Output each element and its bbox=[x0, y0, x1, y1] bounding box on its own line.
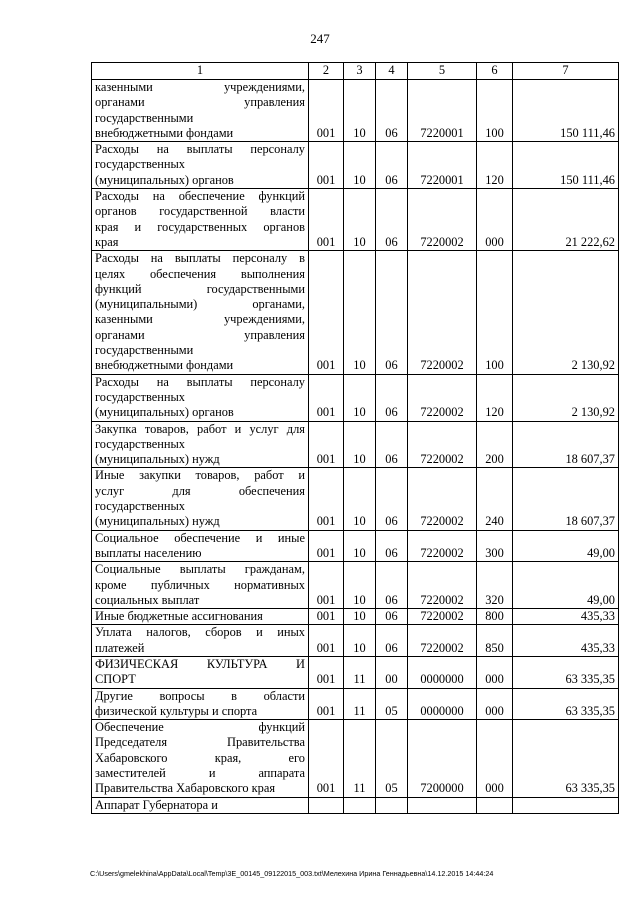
subsection-code: 06 bbox=[376, 251, 408, 374]
item-name-line: органов государственной власти bbox=[95, 204, 305, 219]
expense-item-name bbox=[92, 625, 309, 657]
expense-type-code: 200 bbox=[477, 421, 513, 468]
subsection-code: 06 bbox=[376, 80, 408, 142]
item-name-line: (муниципальными) органами, bbox=[95, 297, 305, 312]
item-name-line: Расходы на обеспечение функций bbox=[95, 189, 305, 204]
expense-item-name bbox=[92, 374, 309, 421]
item-name-line: органами управления bbox=[95, 95, 305, 110]
section-code: 10 bbox=[344, 421, 376, 468]
amount: 435,33 bbox=[513, 609, 619, 625]
item-name-line: государственных bbox=[95, 157, 186, 172]
item-name-line: СПОРТ bbox=[95, 672, 136, 687]
section-code: 11 bbox=[344, 656, 376, 688]
item-name-line: государственных bbox=[95, 499, 186, 514]
item-name-line: Социальные выплаты гражданам, bbox=[95, 562, 305, 577]
item-name-line: государственными bbox=[95, 110, 194, 125]
expense-type-code: 850 bbox=[477, 625, 513, 657]
item-name-line: края и государственных органов bbox=[95, 219, 305, 234]
item-name-line: Расходы на выплаты персоналу bbox=[95, 374, 305, 389]
amount: 150 111,46 bbox=[513, 80, 619, 142]
section-code: 10 bbox=[344, 625, 376, 657]
item-name-line: целях обеспечения выполнения bbox=[95, 266, 305, 281]
table-row bbox=[92, 468, 619, 530]
table-body bbox=[92, 80, 619, 814]
target-code bbox=[408, 797, 477, 813]
column-header: 5 bbox=[408, 63, 477, 80]
amount: 150 111,46 bbox=[513, 142, 619, 189]
table-row bbox=[92, 80, 619, 142]
expense-item-name bbox=[92, 609, 309, 625]
amount: 49,00 bbox=[513, 562, 619, 609]
subsection-code: 06 bbox=[376, 421, 408, 468]
admin-code: 001 bbox=[309, 374, 344, 421]
item-name-line: Закупка товаров, работ и услуг для bbox=[95, 421, 305, 436]
item-name-line: Хабаровского края, его bbox=[95, 750, 305, 765]
item-name-line: (муниципальных) нужд bbox=[95, 452, 220, 467]
table-row bbox=[92, 625, 619, 657]
expense-type-code: 120 bbox=[477, 374, 513, 421]
admin-code: 001 bbox=[309, 468, 344, 530]
item-name-line: Иные закупки товаров, работ и bbox=[95, 468, 305, 483]
amount: 63 335,35 bbox=[513, 656, 619, 688]
expense-item-name bbox=[92, 656, 309, 688]
item-name-line: заместителей и аппарата bbox=[95, 766, 305, 781]
column-header: 4 bbox=[376, 63, 408, 80]
item-name-line: ФИЗИЧЕСКАЯ КУЛЬТУРА И bbox=[95, 656, 305, 671]
item-name-line: государственных bbox=[95, 389, 186, 404]
column-header: 6 bbox=[477, 63, 513, 80]
item-name-line: Расходы на выплаты персоналу в bbox=[95, 251, 305, 266]
item-name-line: Социальное обеспечение и иные bbox=[95, 530, 305, 545]
table-header-row bbox=[92, 63, 619, 80]
section-code: 10 bbox=[344, 189, 376, 251]
subsection-code: 00 bbox=[376, 656, 408, 688]
target-code: 7220001 bbox=[408, 142, 477, 189]
item-name-line: функций государственными bbox=[95, 281, 305, 296]
expense-type-code: 100 bbox=[477, 251, 513, 374]
section-code: 10 bbox=[344, 468, 376, 530]
table-row bbox=[92, 421, 619, 468]
table-row bbox=[92, 688, 619, 720]
expense-item-name bbox=[92, 797, 309, 813]
section-code: 10 bbox=[344, 562, 376, 609]
column-header: 7 bbox=[513, 63, 619, 80]
item-name-line: края bbox=[95, 234, 119, 249]
expense-type-code: 240 bbox=[477, 468, 513, 530]
target-code: 7220002 bbox=[408, 468, 477, 530]
item-name-line: казенными учреждениями, bbox=[95, 80, 305, 94]
admin-code: 001 bbox=[309, 562, 344, 609]
section-code: 10 bbox=[344, 80, 376, 142]
item-name-line: выплаты населению bbox=[95, 545, 202, 560]
item-name-line: платежей bbox=[95, 640, 145, 655]
admin-code: 001 bbox=[309, 530, 344, 562]
table-row bbox=[92, 189, 619, 251]
admin-code: 001 bbox=[309, 688, 344, 720]
item-name-line: внебюджетными фондами bbox=[95, 125, 234, 140]
table-row bbox=[92, 656, 619, 688]
section-code: 10 bbox=[344, 609, 376, 625]
amount: 49,00 bbox=[513, 530, 619, 562]
expense-item-name bbox=[92, 80, 309, 142]
admin-code: 001 bbox=[309, 720, 344, 797]
item-name-line: государственными bbox=[95, 343, 194, 358]
expense-item-name bbox=[92, 468, 309, 530]
amount: 21 222,62 bbox=[513, 189, 619, 251]
expense-type-code: 000 bbox=[477, 656, 513, 688]
amount: 18 607,37 bbox=[513, 468, 619, 530]
admin-code: 001 bbox=[309, 142, 344, 189]
amount: 2 130,92 bbox=[513, 374, 619, 421]
item-name-line: Иные бюджетные ассигнования bbox=[95, 609, 263, 624]
amount: 2 130,92 bbox=[513, 251, 619, 374]
column-header: 3 bbox=[344, 63, 376, 80]
subsection-code: 05 bbox=[376, 688, 408, 720]
expense-item-name bbox=[92, 251, 309, 374]
expense-item-name bbox=[92, 142, 309, 189]
item-name-line: Председателя Правительства bbox=[95, 735, 305, 750]
target-code: 0000000 bbox=[408, 656, 477, 688]
target-code: 7220002 bbox=[408, 189, 477, 251]
admin-code: 001 bbox=[309, 80, 344, 142]
amount: 18 607,37 bbox=[513, 421, 619, 468]
admin-code bbox=[309, 797, 344, 813]
expense-item-name bbox=[92, 189, 309, 251]
subsection-code: 06 bbox=[376, 468, 408, 530]
table-row bbox=[92, 797, 619, 813]
table-row bbox=[92, 609, 619, 625]
target-code: 7220002 bbox=[408, 374, 477, 421]
target-code: 7220002 bbox=[408, 251, 477, 374]
expense-item-name bbox=[92, 688, 309, 720]
item-name-line: внебюджетными фондами bbox=[95, 358, 234, 373]
table-row bbox=[92, 251, 619, 374]
subsection-code: 06 bbox=[376, 562, 408, 609]
item-name-line: органами управления bbox=[95, 327, 305, 342]
admin-code: 001 bbox=[309, 421, 344, 468]
item-name-line: Расходы на выплаты персоналу bbox=[95, 142, 305, 157]
target-code: 7220001 bbox=[408, 80, 477, 142]
target-code: 7220002 bbox=[408, 562, 477, 609]
expense-item-name bbox=[92, 720, 309, 797]
section-code: 10 bbox=[344, 251, 376, 374]
table-row bbox=[92, 562, 619, 609]
item-name-line: Другие вопросы в области bbox=[95, 688, 305, 703]
amount: 63 335,35 bbox=[513, 688, 619, 720]
admin-code: 001 bbox=[309, 656, 344, 688]
expense-type-code: 100 bbox=[477, 80, 513, 142]
item-name-line: (муниципальных) нужд bbox=[95, 514, 220, 529]
item-name-line: государственных bbox=[95, 436, 186, 451]
target-code: 7200000 bbox=[408, 720, 477, 797]
section-code: 10 bbox=[344, 374, 376, 421]
file-path-footer: C:\Users\gmelekhina\AppData\Local\Temp\3E_00145_09122015_003.txt\Мелехина Ирина Геннадьевна\14.12.2015 14:44:24 bbox=[90, 869, 494, 878]
item-name-line: услуг для обеспечения bbox=[95, 483, 305, 498]
section-code: 10 bbox=[344, 530, 376, 562]
subsection-code: 06 bbox=[376, 374, 408, 421]
expense-type-code: 800 bbox=[477, 609, 513, 625]
admin-code: 001 bbox=[309, 625, 344, 657]
subsection-code: 06 bbox=[376, 530, 408, 562]
admin-code: 001 bbox=[309, 189, 344, 251]
target-code: 7220002 bbox=[408, 530, 477, 562]
target-code: 0000000 bbox=[408, 688, 477, 720]
expense-type-code: 120 bbox=[477, 142, 513, 189]
amount bbox=[513, 797, 619, 813]
item-name-line: Уплата налогов, сборов и иных bbox=[95, 625, 305, 640]
target-code: 7220002 bbox=[408, 609, 477, 625]
item-name-line: Правительства Хабаровского края bbox=[95, 781, 276, 796]
column-header: 1 bbox=[92, 63, 309, 80]
expense-type-code: 320 bbox=[477, 562, 513, 609]
subsection-code: 05 bbox=[376, 720, 408, 797]
item-name-line: социальных выплат bbox=[95, 592, 200, 607]
section-code: 11 bbox=[344, 688, 376, 720]
subsection-code bbox=[376, 797, 408, 813]
table-row bbox=[92, 142, 619, 189]
subsection-code: 06 bbox=[376, 189, 408, 251]
admin-code: 001 bbox=[309, 251, 344, 374]
item-name-line: (муниципальных) органов bbox=[95, 172, 234, 187]
item-name-line: кроме публичных нормативных bbox=[95, 577, 305, 592]
subsection-code: 06 bbox=[376, 609, 408, 625]
table-row bbox=[92, 530, 619, 562]
section-code bbox=[344, 797, 376, 813]
item-name-line: Обеспечение функций bbox=[95, 720, 305, 735]
item-name-line: казенными учреждениями, bbox=[95, 312, 305, 327]
expense-type-code: 000 bbox=[477, 688, 513, 720]
table-row bbox=[92, 374, 619, 421]
subsection-code: 06 bbox=[376, 142, 408, 189]
page-number: 247 bbox=[310, 31, 330, 46]
expense-item-name bbox=[92, 530, 309, 562]
item-name-line: Аппарат Губернатора и bbox=[95, 797, 218, 812]
expense-type-code bbox=[477, 797, 513, 813]
amount: 63 335,35 bbox=[513, 720, 619, 797]
expense-item-name bbox=[92, 421, 309, 468]
expense-type-code: 000 bbox=[477, 720, 513, 797]
table-row bbox=[92, 720, 619, 797]
column-header: 2 bbox=[309, 63, 344, 80]
item-name-line: физической культуры и спорта bbox=[95, 703, 258, 718]
subsection-code: 06 bbox=[376, 625, 408, 657]
admin-code: 001 bbox=[309, 609, 344, 625]
item-name-line: (муниципальных) органов bbox=[95, 405, 234, 420]
target-code: 7220002 bbox=[408, 625, 477, 657]
section-code: 11 bbox=[344, 720, 376, 797]
expense-item-name bbox=[92, 562, 309, 609]
budget-table bbox=[91, 62, 619, 814]
expense-type-code: 000 bbox=[477, 189, 513, 251]
target-code: 7220002 bbox=[408, 421, 477, 468]
amount: 435,33 bbox=[513, 625, 619, 657]
section-code: 10 bbox=[344, 142, 376, 189]
expense-type-code: 300 bbox=[477, 530, 513, 562]
